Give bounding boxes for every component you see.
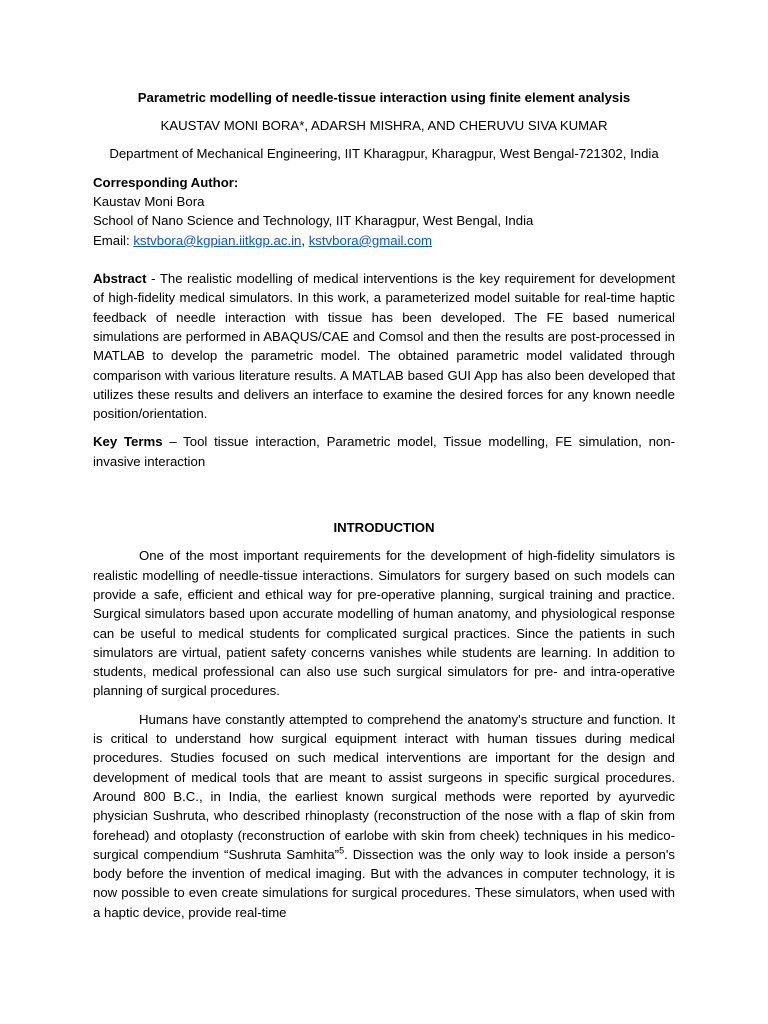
abstract: [93, 269, 675, 423]
corresponding-author-block: [93, 173, 675, 250]
abstract-text: - The realistic modelling of medical interventions is the key requirement for development of high-fidelity medical simulators. In this work, a parameterized model suitable for real-time haptic feedback of needle interaction with tissue has been developed. The FE based numerical simulations are performed in ABAQUS/CAE and Comsol and then the results are post-processed in MATLAB to develop the parametric model. The obtained parametric model validated through comparison with various literature results. A MATLAB based GUI App has also been developed that utilizes these results and delivers an interface to examine the desired forces for any known needle position/orientation.: [93, 271, 675, 422]
introduction-paragraph-1: One of the most important requirements for the development of high-fidelity simulators is realistic modelling of needle-tissue interactions. Simulators for surgery based on such models can provide a safe, efficient and ethical way for pre-operative planning, surgical training and practice. Surgical simulators based upon accurate modelling of human anatomy, and physiological response can be useful to medical students for complicated surgical practices. Since the patients in such simulators are virtual, patient safety concerns vanishes while students are learning. In addition to students, medical professional can also use such surgical simulators for pre- and intra-operative planning of surgical procedures.: [93, 548, 675, 699]
paragraph-2-text-start: Humans have constantly attempted to comprehend the anatomy's structure and function. It is critical to understand how surgical equipment interact with human tissues during medical procedures. Studies focused on such medical interventions are important for the design and development of medical tools that are meant to assist surgeons in specific surgical procedures. Around 800 B.C., in India, the earliest known surgical methods were reported by ayurvedic physician Sushruta, who described rhinoplasty (reconstruction of the nose with a flap of skin from forehead) and otoplasty (reconstruction of earlobe with skin from cheek) techniques in his medico-surgical compendium “Sushruta Samhita”: [93, 711, 675, 862]
email-link-personal[interactable]: kstvbora@gmail.com: [308, 232, 433, 248]
introduction-heading: INTRODUCTION: [333, 520, 435, 536]
key-terms-text: – Tool tissue interaction, Parametric model, Tissue modelling, FE simulation, non-invasive interaction: [93, 434, 675, 469]
key-terms-label: Key Terms: [93, 434, 163, 450]
email-label: Email:: [93, 232, 134, 248]
email-link-institutional[interactable]: kstvbora@kgpian.iitkgp.ac.in: [133, 232, 302, 248]
paper-page: [93, 88, 675, 931]
corresponding-author-email-line: [93, 231, 675, 250]
corresponding-author-heading: Corresponding Author:: [93, 174, 239, 190]
paper-title: Parametric modelling of needle-tissue interaction using finite element analysis: [137, 90, 631, 105]
paragraph-2-text-end: . Dissection was the only way to look inside a person's body before the invention of medical imaging. But with the advances in computer technology, it is now possible to even create simulations for surgical procedures. These simulators, when used with a haptic device, provide real-time: [93, 846, 675, 920]
corresponding-author-name: Kaustav Moni Bora: [93, 194, 205, 210]
key-terms: [93, 432, 675, 471]
email-separator: ,: [301, 232, 309, 248]
introduction-paragraph-2: [93, 710, 675, 922]
citation-reference: 5: [339, 845, 345, 856]
corresponding-author-school: School of Nano Science and Technology, IIT Kharagpur, West Bengal, India: [93, 213, 534, 229]
abstract-label: Abstract: [93, 271, 147, 287]
affiliation: Department of Mechanical Engineering, IIT Kharagpur, Kharagpur, West Bengal-721302, India: [109, 145, 659, 161]
author-list: KAUSTAV MONI BORA*, ADARSH MISHRA, AND CHERUVU SIVA KUMAR: [160, 118, 608, 134]
